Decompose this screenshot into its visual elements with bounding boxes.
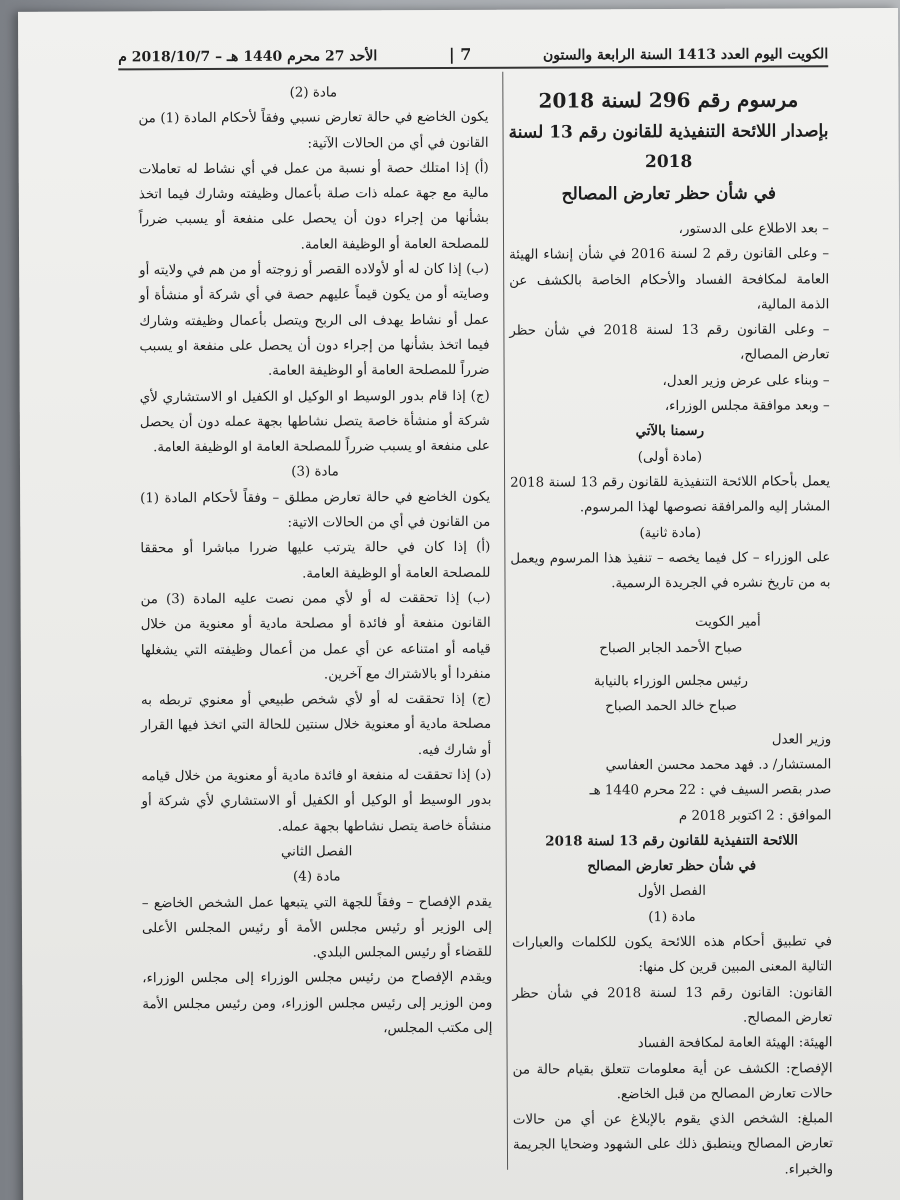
- emir-title: أمير الكويت: [695, 615, 761, 631]
- article-2-case: (ب) إذا كان له أو لأولاده القصر أو زوجته أو من هم في ولايته أو وصايته أو من يكون قيماً عليهم حصة في أي شركة أو منشأة أو عمل أو نشاط يهدف الى الربح ويتصل بأعمال وظيفته وشارك فيما اتخذ بشأنها من إجراء دون أن يحصل على منفعة او يسبب ضرراً للمصلحة العامة أو الوظيفة العامة.: [139, 261, 490, 380]
- article-3-heading: مادة (3): [291, 464, 339, 481]
- left-column: [138, 80, 492, 1043]
- definitions-intro: في تطبيق أحكام هذه اللائحة يكون للكلمات والعبارات التالية المعنى المبين قرين كل منها:: [512, 934, 833, 976]
- regulation-article-1: مادة (1): [648, 909, 696, 925]
- issue-place: صدر بقصر السيف في : 22 محرم 1440 هـ: [589, 782, 832, 799]
- column-divider: [502, 72, 508, 1170]
- decree-subtitle: بإصدار اللائحة التنفيذية للقانون رقم 13 لسنة 2018: [508, 121, 829, 173]
- article-2-heading: مادة (2): [289, 85, 338, 101]
- article-second-heading: (مادة ثانية): [639, 525, 702, 541]
- regulation-title: اللائحة التنفيذية للقانون رقم 13 لسنة 2018: [545, 832, 799, 850]
- minister-name: المستشار/ د. فهد محمد محسن العفاسي: [605, 757, 832, 774]
- page-number: 7 |: [448, 44, 472, 64]
- chapter-one: الفصل الأول: [637, 884, 706, 900]
- article-3-case: (أ) إذا كان في حالة يترتب عليها ضررا مباشرا أو محققا للمصلحة العامة أو الوظيفة العامة.: [140, 540, 491, 582]
- article-4-heading: مادة (4): [293, 869, 341, 885]
- article-first-heading: (مادة أولى): [637, 449, 703, 465]
- article-3-intro: يكون الخاضع في حالة تعارض مطلق – وفقاً لأحكام المادة (1) من القانون في أي من الحالات الاتية:: [140, 489, 491, 531]
- gazette-issue: الكويت اليوم العدد 1413 السنة الرابعة والستون: [542, 46, 829, 64]
- article-3-case: (ب) إذا تحققت له أو لأي ممن نصت عليه المادة (3) من القانون منفعة أو فائدة أو مصلحة مادية أو معنوية من خلال قيامه أو امتناعه عن أي عمل من أعمال وظيفته التي يشغلها منفردا أو بالاشتراك مع آخرين.: [140, 590, 491, 683]
- article-4-paragraph: ويقدم الإفصاح من رئيس مجلس الوزراء إلى مجلس الوزراء، ومن الوزير إلى رئيس مجلس الوزراء، ومن رئيس مجلس الأمة إلى مكتب المجلس،: [142, 970, 493, 1037]
- minister-title: وزير العدل: [771, 731, 832, 748]
- chapter-two: الفصل الثاني: [280, 844, 353, 860]
- definition-item: المبلغ: الشخص الذي يقوم بالإبلاغ عن أي من حالات تعارض المصالح وينطبق ذلك على الشهود وضحايا الجريمة والخبراء.: [512, 1111, 834, 1178]
- issue-date: الأحد 27 محرم 1440 هـ – 2018/10/7 م: [118, 48, 378, 66]
- decree-subject: في شأن حظر تعارض المصالح: [561, 183, 777, 205]
- pm-title: رئيس مجلس الوزراء بالنيابة: [593, 673, 748, 690]
- gazette-page: [18, 8, 900, 1200]
- definition-item: الهيئة: الهيئة العامة لمكافحة الفساد: [637, 1035, 833, 1052]
- preamble-item: – وعلى القانون رقم 13 لسنة 2018 في شأن حظر تعارض المصالح،: [509, 322, 830, 364]
- decree-title: مرسوم رقم 296 لسنة 2018: [538, 87, 799, 113]
- definition-item: الإفصاح: الكشف عن أية معلومات تتعلق بقيام حالة من حالات تعارض المصالح من قبل الخاضع.: [512, 1060, 833, 1103]
- article-3-case: (ج) إذا تحققت له أو لأي شخص طبيعي أو معنوي تربطه به مصلحة مادية أو معنوية خلال سنتين للحالة التي اتخذ فيها القرار أو شارك فيه.: [140, 691, 492, 758]
- article-2-case: (ج) إذا قام بدور الوسيط او الوكيل او الكفيل او الاستشاري لأي شركة أو منشأة خاصة يتصل نشاطها بجهة عمله دون أن يحصل على منفعة او يسبب ضرراً للمصلحة العامة او الوظيفة العامة.: [139, 388, 490, 456]
- preamble-item: – وبناء على عرض وزير العدل،: [662, 373, 830, 389]
- article-2-intro: يكون الخاضع في حالة تعارض نسبي وفقاً لأحكام المادة (1) من القانون في أي من الحالات الآتية:: [138, 110, 489, 152]
- article-first-text: يعمل بأحكام اللائحة التنفيذية للقانون رقم 13 لسنة 2018 المشار إليه والمرافقة نصوصها لهذا المرسوم.: [510, 474, 831, 516]
- emir-name: صباح الأحمد الجابر الصباح: [599, 640, 743, 657]
- preamble-item: – وعلى القانون رقم 2 لسنة 2016 في شأن إنشاء الهيئة العامة لمكافحة الفساد والأحكام الخاصة بالكشف عن الذمة المالية،: [509, 246, 830, 313]
- regulation-subject: في شأن حظر تعارض المصالح: [587, 857, 757, 875]
- decree-statement: رسمنا بالآتي: [635, 423, 705, 440]
- page-header: [118, 36, 828, 70]
- article-second-text: على الوزراء – كل فيما يخصه – تنفيذ هذا المرسوم ويعمل به من تاريخ نشره في الجريدة الرسمية.: [510, 550, 831, 592]
- article-2-case: (أ) إذا امتلك حصة أو نسبة من عمل في أي نشاط له تعاملات مالية مع جهة عمله ذات صلة بأعمال وظيفته وشارك فيما اتخذ بشأنها من إجراء دون أن يحصل على منفعة أو يسبب ضرراً للمصلحة العامة أو الوظيفة العامة.: [138, 160, 490, 253]
- preamble-item: – بعد الاطلاع على الدستور،: [678, 221, 829, 237]
- definition-item: القانون: القانون رقم 13 لسنة 2018 في شأن حظر تعارض المصالح.: [512, 984, 833, 1026]
- article-3-case: (د) إذا تحققت له منفعة او فائدة مادية أو معنوية من خلال قيامه بدور الوسيط أو الوكيل أو الكفيل أو الاستشاري لأي شركة أو منشأة خاصة يتصل نشاطها بجهة عمله.: [141, 767, 492, 835]
- issue-gregorian-date: الموافق : 2 اكتوبر 2018 م: [678, 807, 832, 824]
- pm-name: صباح خالد الحمد الصباح: [605, 699, 737, 715]
- preamble-item: – وبعد موافقة مجلس الوزراء،: [664, 398, 830, 415]
- article-4-paragraph: يقدم الإفصاح – وفقاً للجهة التي يتبعها عمل الشخص الخاضع – إلى الوزير أو رئيس مجلس الأمة أو رئيس المجلس الأعلى للقضاء أو رئيس المجلس البلدي.: [141, 894, 493, 961]
- right-column: [508, 78, 833, 1183]
